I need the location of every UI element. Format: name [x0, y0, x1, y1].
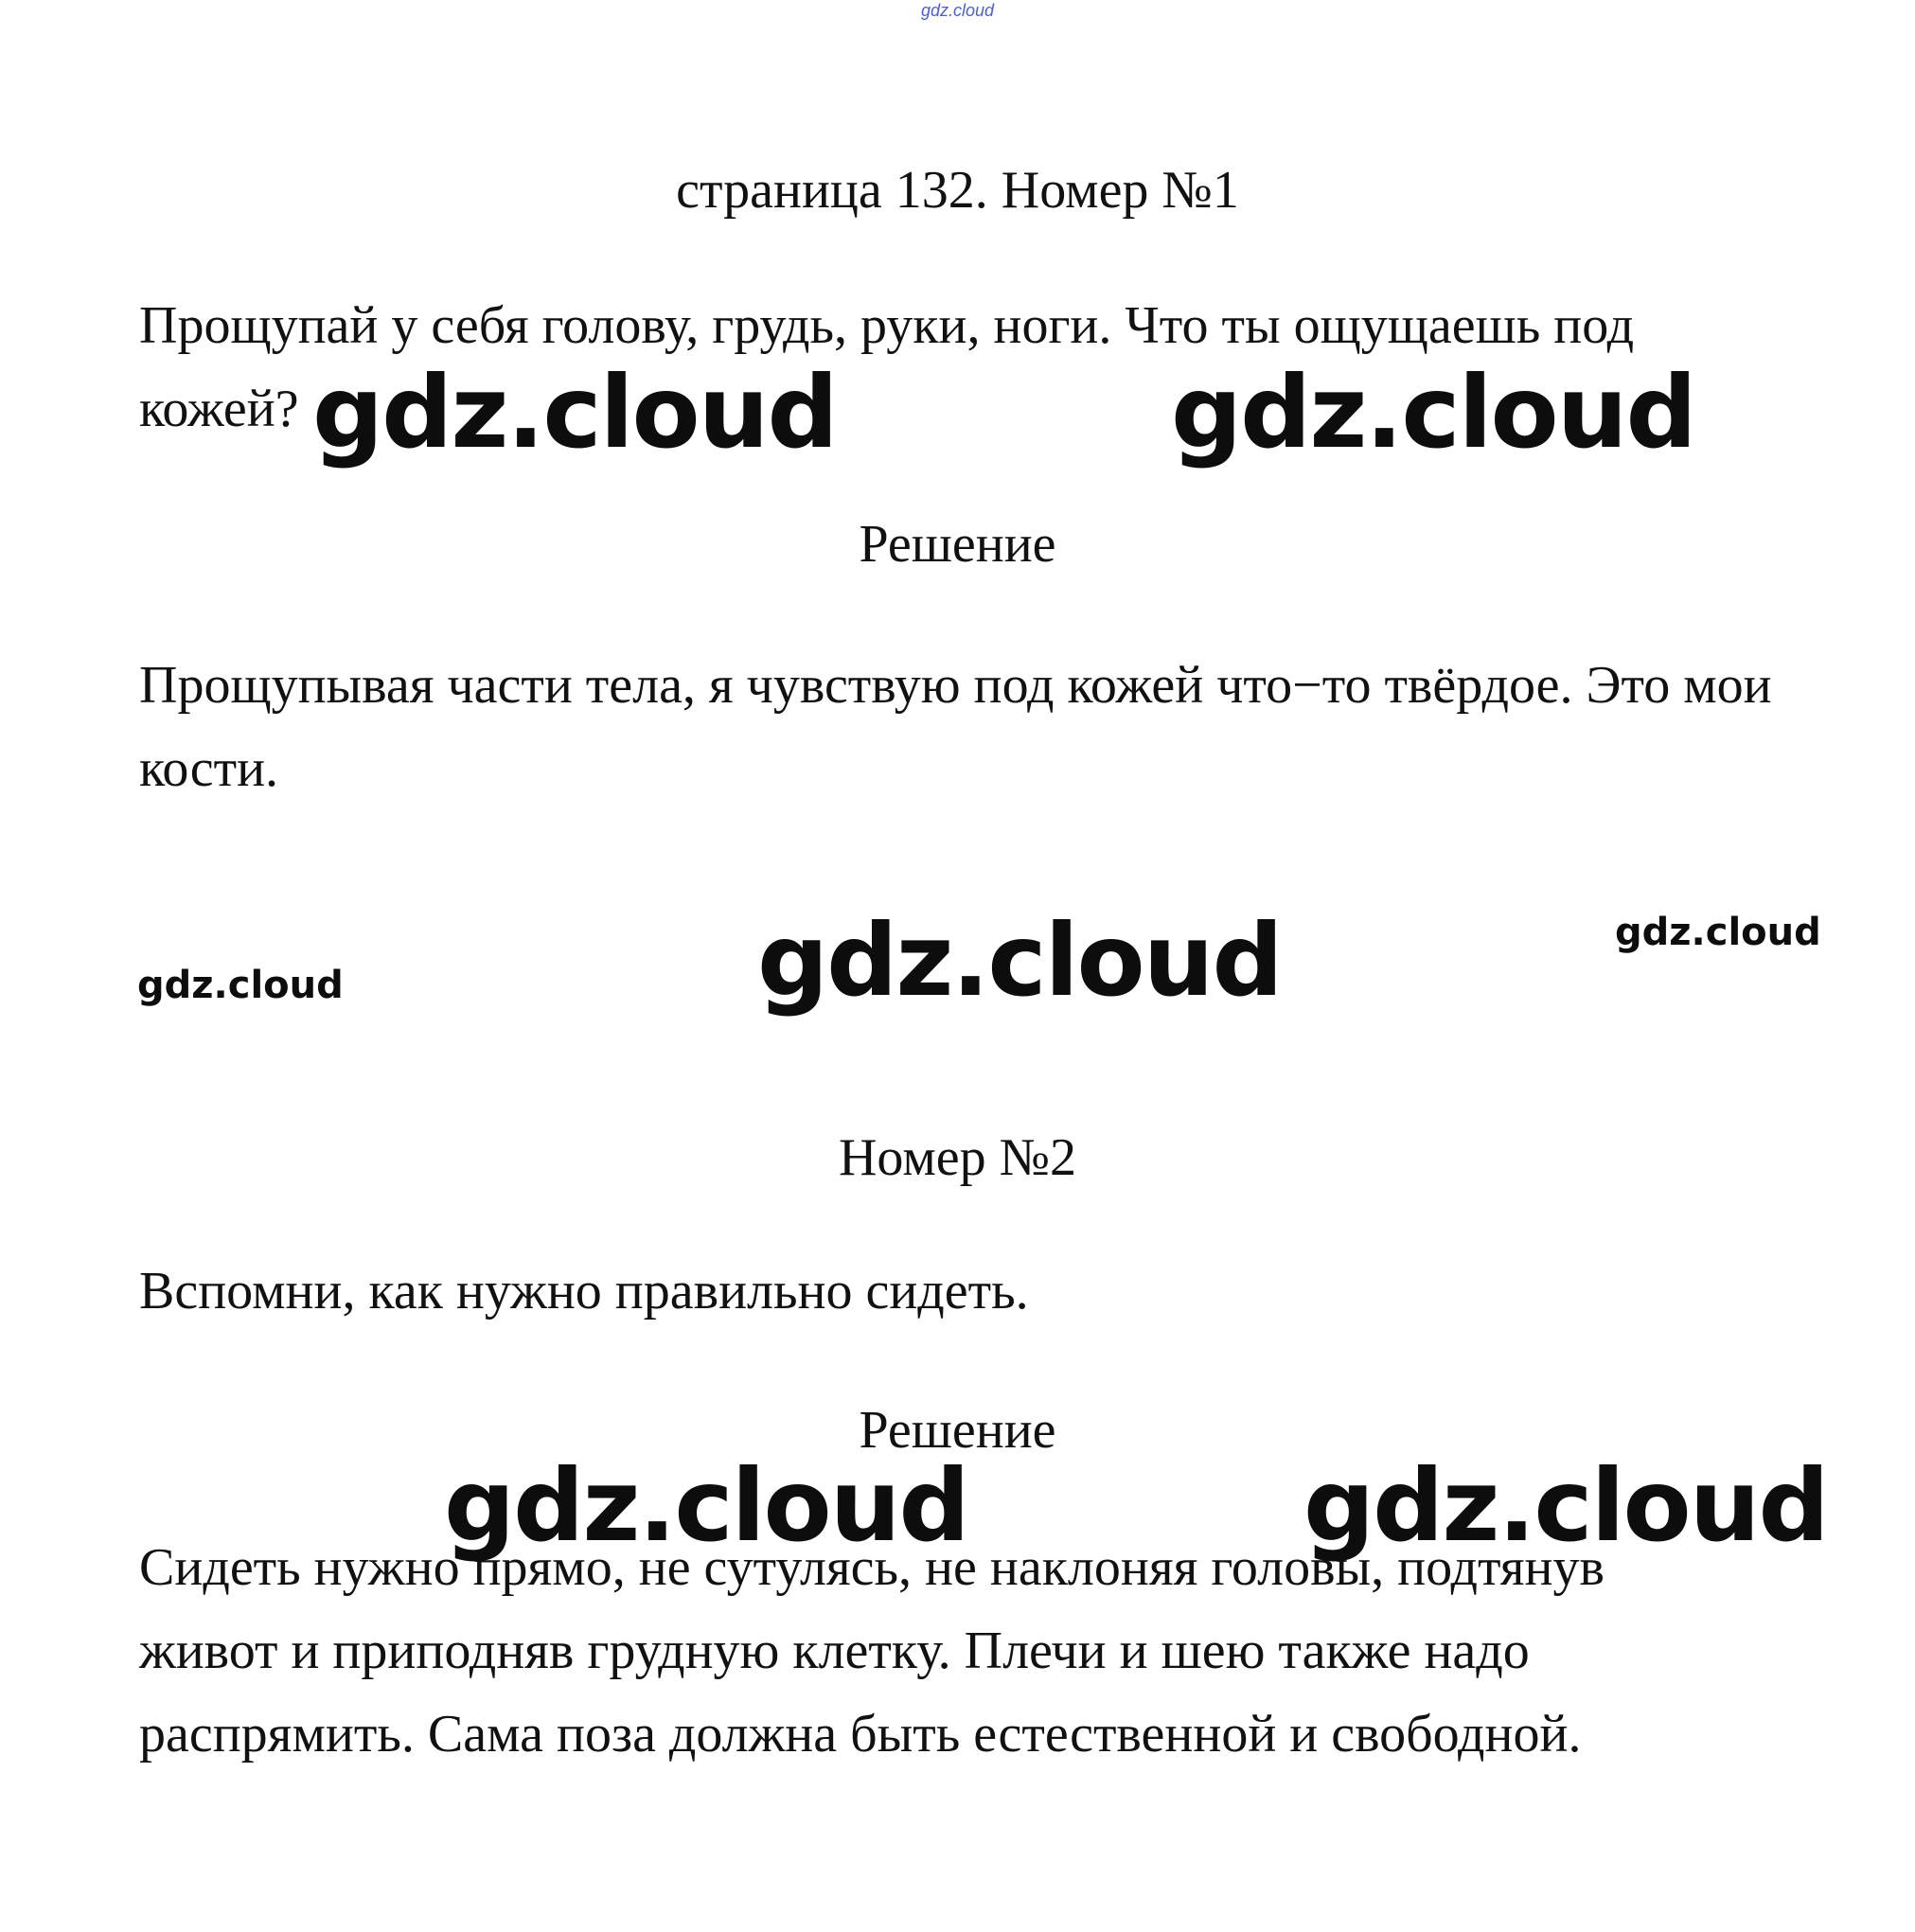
- watermark: gdz.cloud: [1171, 355, 1695, 470]
- watermark: gdz.cloud: [1615, 911, 1821, 954]
- watermark: gdz.cloud: [137, 964, 344, 1007]
- task2-heading: Номер №2: [838, 1128, 1077, 1187]
- task1-solution-label: Решение: [859, 515, 1056, 574]
- task2-answer: Сидеть нужно прямо, не сутулясь, не наклоняя головы, подтянув живот и приподняв грудную клетку. Плечи и шею также надо распрямить. Сама поза должна быть естественной и свободной.: [139, 1538, 1605, 1764]
- top-site-mark[interactable]: gdz.cloud: [920, 1, 995, 20]
- task2-solution-label: Решение: [859, 1401, 1056, 1460]
- task1-heading: страница 132. Номер №1: [676, 161, 1239, 220]
- task1-answer: Прощупывая части тела, я чувствую под кожей что−то твёрдое. Это мои кости.: [139, 656, 1772, 798]
- watermark: gdz.cloud: [312, 355, 837, 470]
- watermark: gdz.cloud: [757, 903, 1282, 1019]
- watermark: gdz.cloud: [444, 1448, 968, 1564]
- task2-question: Вспомни, как нужно правильно сидеть.: [139, 1262, 1029, 1320]
- task1-question: Прощупай у себя голову, грудь, руки, ноги. Что ты ощущаешь под кожей?: [139, 296, 1635, 438]
- watermark: gdz.cloud: [1303, 1448, 1828, 1564]
